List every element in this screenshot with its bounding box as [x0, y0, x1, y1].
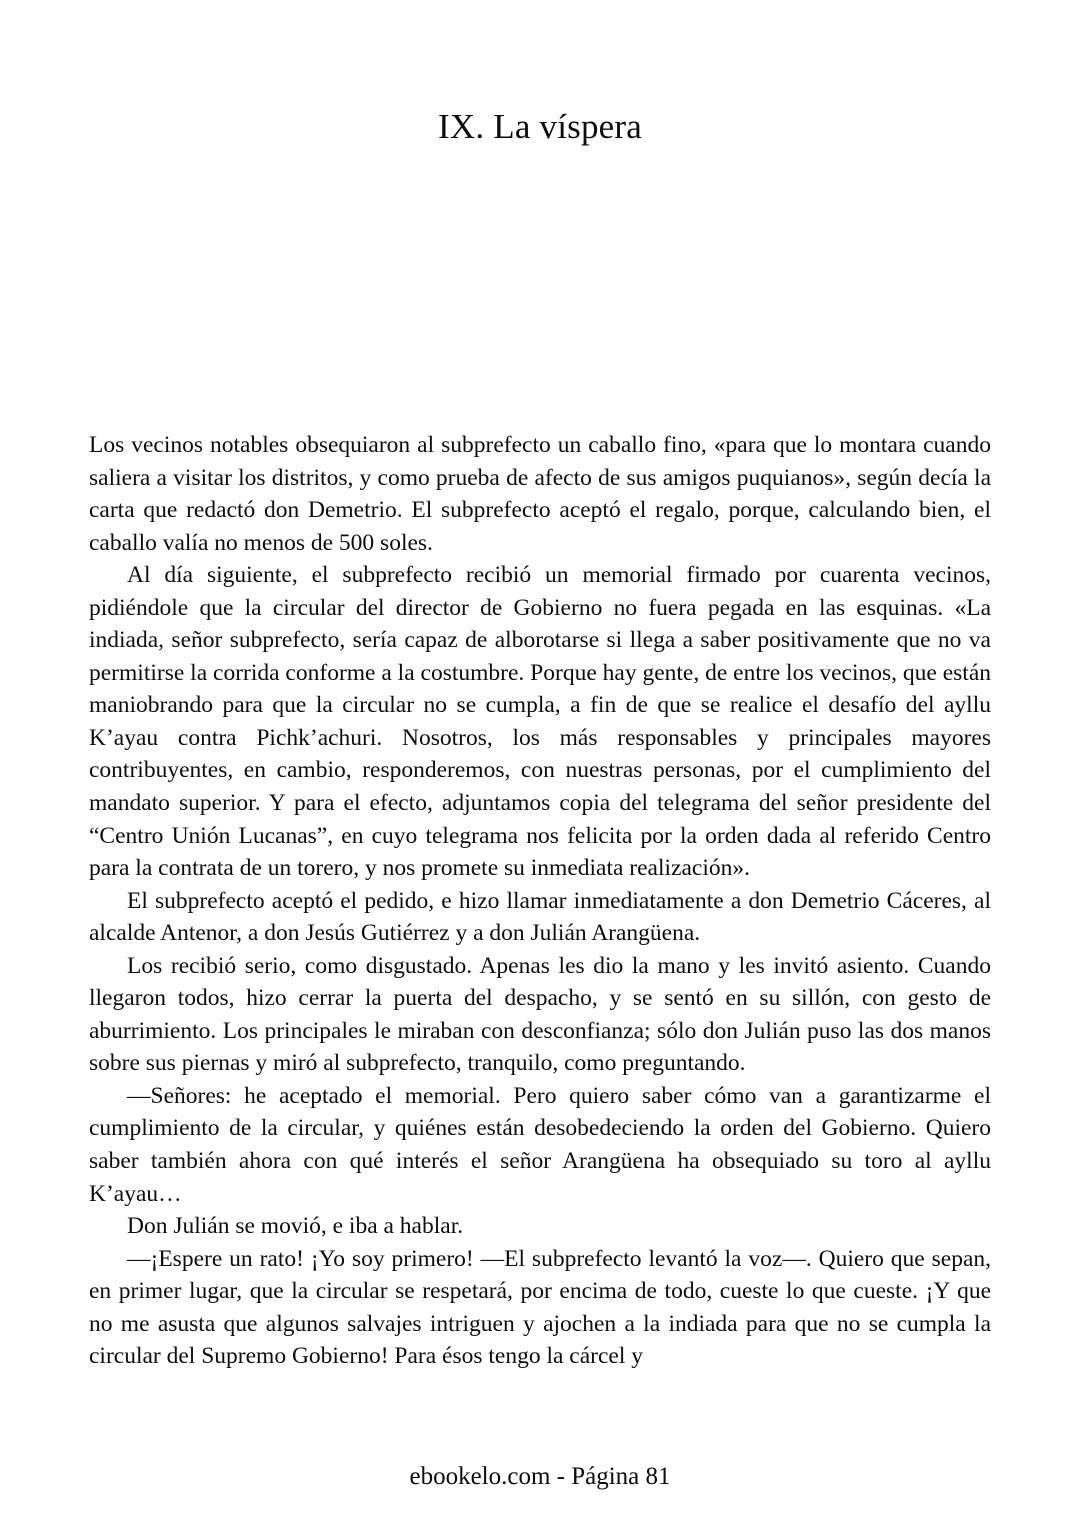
paragraph: Los vecinos notables obsequiaron al subprefecto un caballo fino, «para que lo montara cuando saliera a visitar los distritos, y como prueba de afecto de sus amigos puquianos», según decía la carta que redactó don Demetrio. El subprefecto aceptó el regalo, porque, calculando bien, el caballo valía no menos de 500 soles.	[89, 432, 991, 556]
paragraph: —Señores: he aceptado el memorial. Pero quiero saber cómo van a garantizarme el cumplimiento de la circular, y quiénes están desobedeciendo la orden del Gobierno. Quiero saber también ahora con qué interés el señor Arangüena ha obsequiado su toro al ayllu K’ayau…	[89, 1082, 991, 1207]
page-footer: ebookelo.com - Página 81	[409, 1463, 671, 1490]
paragraph: Don Julián se movió, e iba a hablar.	[127, 1213, 464, 1240]
paragraph: —¡Espere un rato! ¡Yo soy primero! —El subprefecto levantó la voz—. Quiero que sepan, en primer lugar, que la circular se respetará, por encima de todo, cueste lo que cueste. ¡Y que no me asusta que algunos salvajes intriguen y ajochen a la indiada para que no se cumpla la circular del Supremo Gobierno! Para ésos tengo la cárcel y	[89, 1245, 991, 1370]
paragraph: Los recibió serio, como disgustado. Apenas les dio la mano y les invitó asiento. Cuando llegaron todos, hizo cerrar la puerta del despacho, y se sentó en su sillón, con gesto de aburrimiento. Los principales le miraban con desconfianza; sólo don Julián puso las dos manos sobre sus piernas y miró al subprefecto, tranquilo, como preguntando.	[89, 952, 991, 1077]
paragraph: El subprefecto aceptó el pedido, e hizo llamar inmediatamente a don Demetrio Cáceres, al alcalde Antenor, a don Jesús Gutiérrez y a don Julián Arangüena.	[89, 887, 991, 947]
paragraph: Al día siguiente, el subprefecto recibió un memorial firmado por cuarenta vecinos, pidiéndole que la circular del director de Gobierno no fuera pegada en las esquinas. «La indiada, señor subprefecto, sería capaz de alborotarse si llega a saber positivamente que no va permitirse la corrida conforme a la costumbre. Porque hay gente, de entre los vecinos, que están maniobrando para que la circular no se cumpla, a fin de que se realice el desafío del ayllu K’ayau contra Pichk’achuri. Nosotros, los más responsables y principales mayores contribuyentes, en cambio, responderemos, con nuestras personas, por el cumplimiento del mandato superior. Y para el efecto, adjuntamos copia del telegrama del señor presidente del “Centro Unión Lucanas”, en cuyo telegrama nos felicita por la orden dada al referido Centro para la contrata de un torero, y nos promete su inmediata realización».	[89, 562, 991, 882]
chapter-title: IX. La víspera	[438, 107, 642, 147]
body-text-block	[89, 429, 991, 1373]
